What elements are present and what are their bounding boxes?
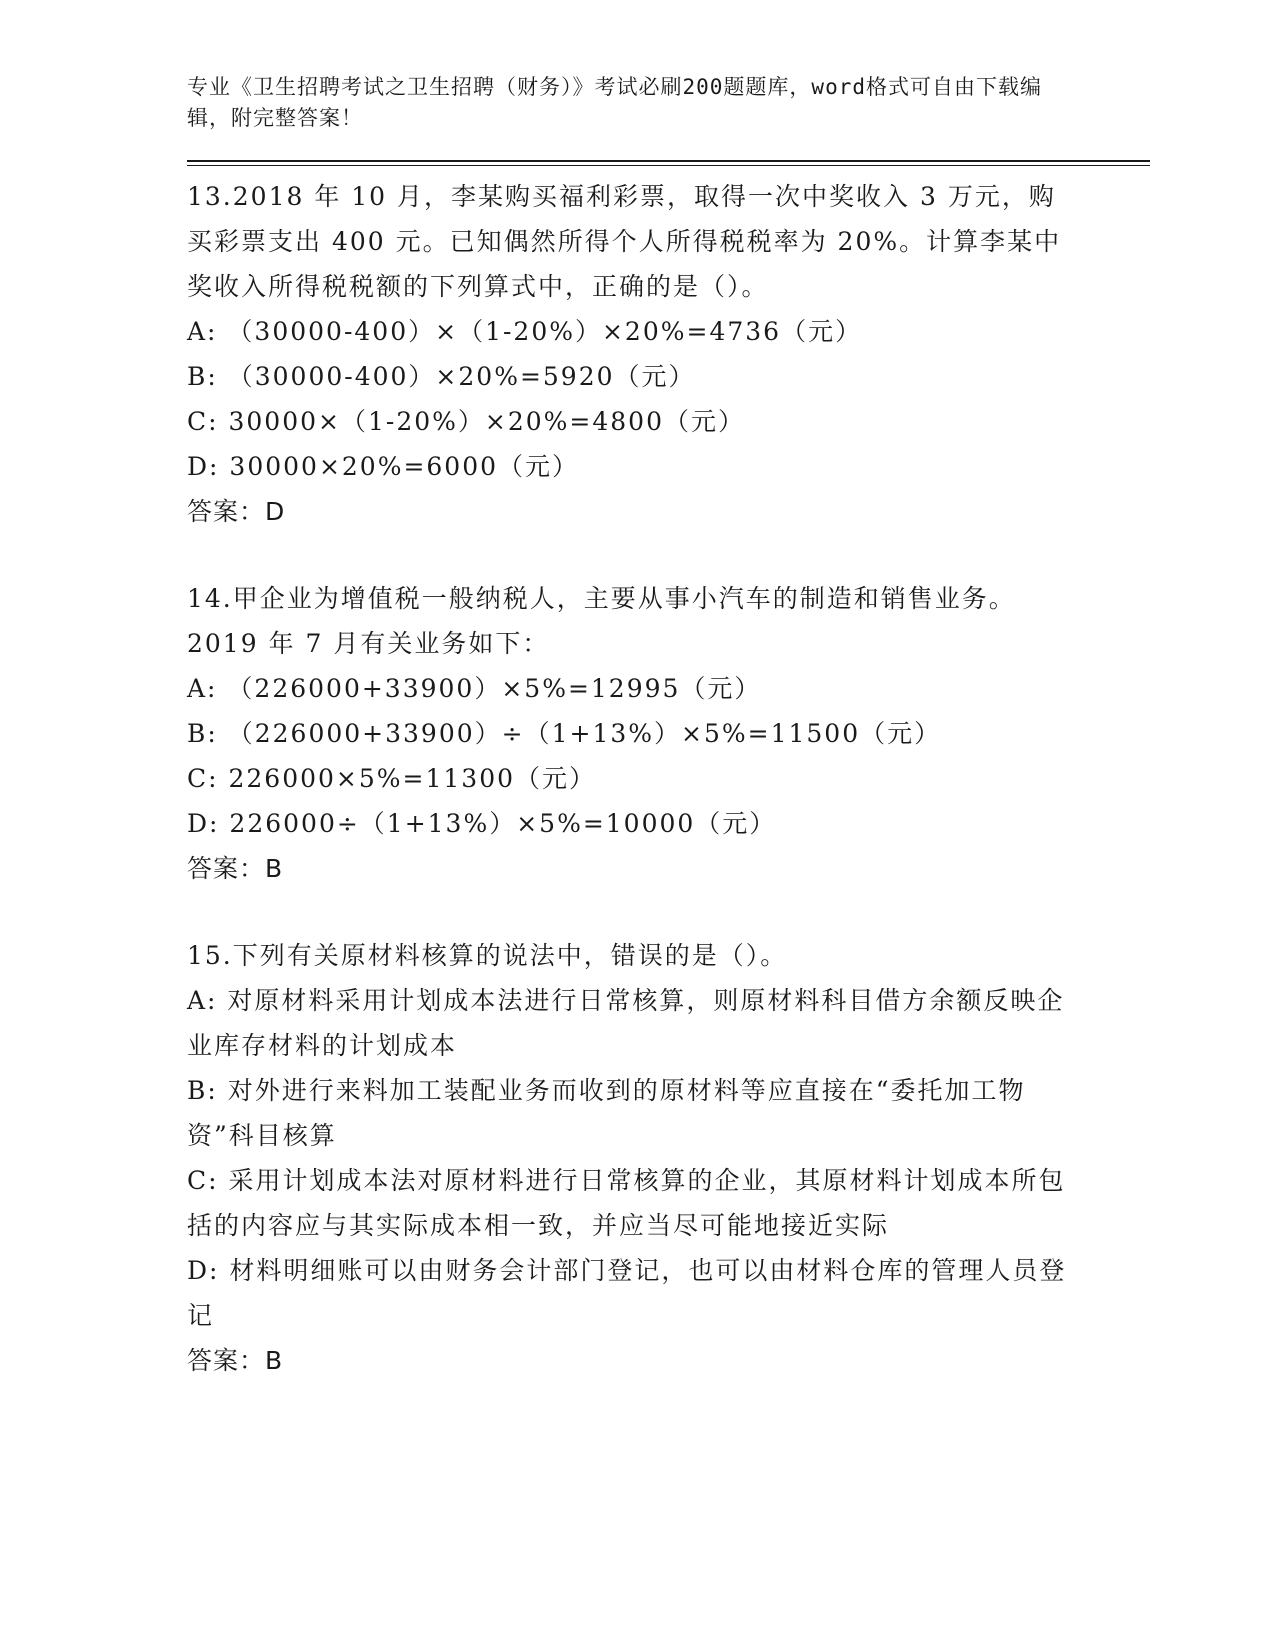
- document-header: 专业《卫生招聘考试之卫生招聘（财务）》考试必刷200题题库，word格式可自由下载编辑，附完整答案！: [187, 75, 1042, 130]
- divider-thin-line: [187, 165, 1150, 166]
- option-a: A: （30000-400）×（1-20%）×20%=4736（元）: [187, 317, 863, 346]
- question-13: [187, 174, 1067, 534]
- question-stem: 14.甲企业为增值税一般纳税人，主要从事小汽车的制造和销售业务。2019 年 7 月有关业务如下：: [187, 584, 1016, 658]
- option-b: B: （226000+33900）÷（1+13%）×5%=11500（元）: [187, 719, 942, 748]
- option-a: A: 对原材料采用计划成本法进行日常核算，则原材料科目借方余额反映企业库存材料的计划成本: [187, 986, 1065, 1060]
- option-c: C: 226000×5%=11300（元）: [187, 764, 597, 793]
- answer-label: 答案：D: [187, 497, 286, 526]
- question-stem: 15.下列有关原材料核算的说法中，错误的是（）。: [187, 941, 788, 970]
- option-d: D: 30000×20%=6000（元）: [187, 452, 580, 481]
- option-b: B: 对外进行来料加工装配业务而收到的原材料等应直接在“委托加工物资”科目核算: [187, 1076, 1026, 1150]
- question-14: [187, 576, 1067, 891]
- divider-thick-line: [187, 160, 1150, 162]
- question-15: [187, 933, 1067, 1383]
- header-divider: [187, 160, 1150, 166]
- option-b: B: （30000-400）×20%=5920（元）: [187, 362, 696, 391]
- question-list: [187, 174, 1067, 1383]
- option-d: D: 226000÷（1+13%）×5%=10000（元）: [187, 809, 777, 838]
- option-c: C: 30000×（1-20%）×20%=4800（元）: [187, 407, 745, 436]
- option-a: A: （226000+33900）×5%=12995（元）: [187, 674, 762, 703]
- answer-label: 答案：B: [187, 1346, 284, 1375]
- answer-label: 答案：B: [187, 854, 284, 883]
- option-d: D: 材料明细账可以由财务会计部门登记，也可以由材料仓库的管理人员登记: [187, 1256, 1067, 1330]
- option-c: C: 采用计划成本法对原材料进行日常核算的企业，其原材料计划成本所包括的内容应与其实际成本相一致，并应当尽可能地接近实际: [187, 1166, 1066, 1240]
- document-page: [187, 72, 1067, 1425]
- question-stem: 13.2018 年 10 月，李某购买福利彩票，取得一次中奖收入 3 万元，购买彩票支出 400 元。已知偶然所得个人所得税税率为 20%。计算李某中奖收入所得税税额的下列算式中，正确的是（）。: [187, 182, 1062, 301]
